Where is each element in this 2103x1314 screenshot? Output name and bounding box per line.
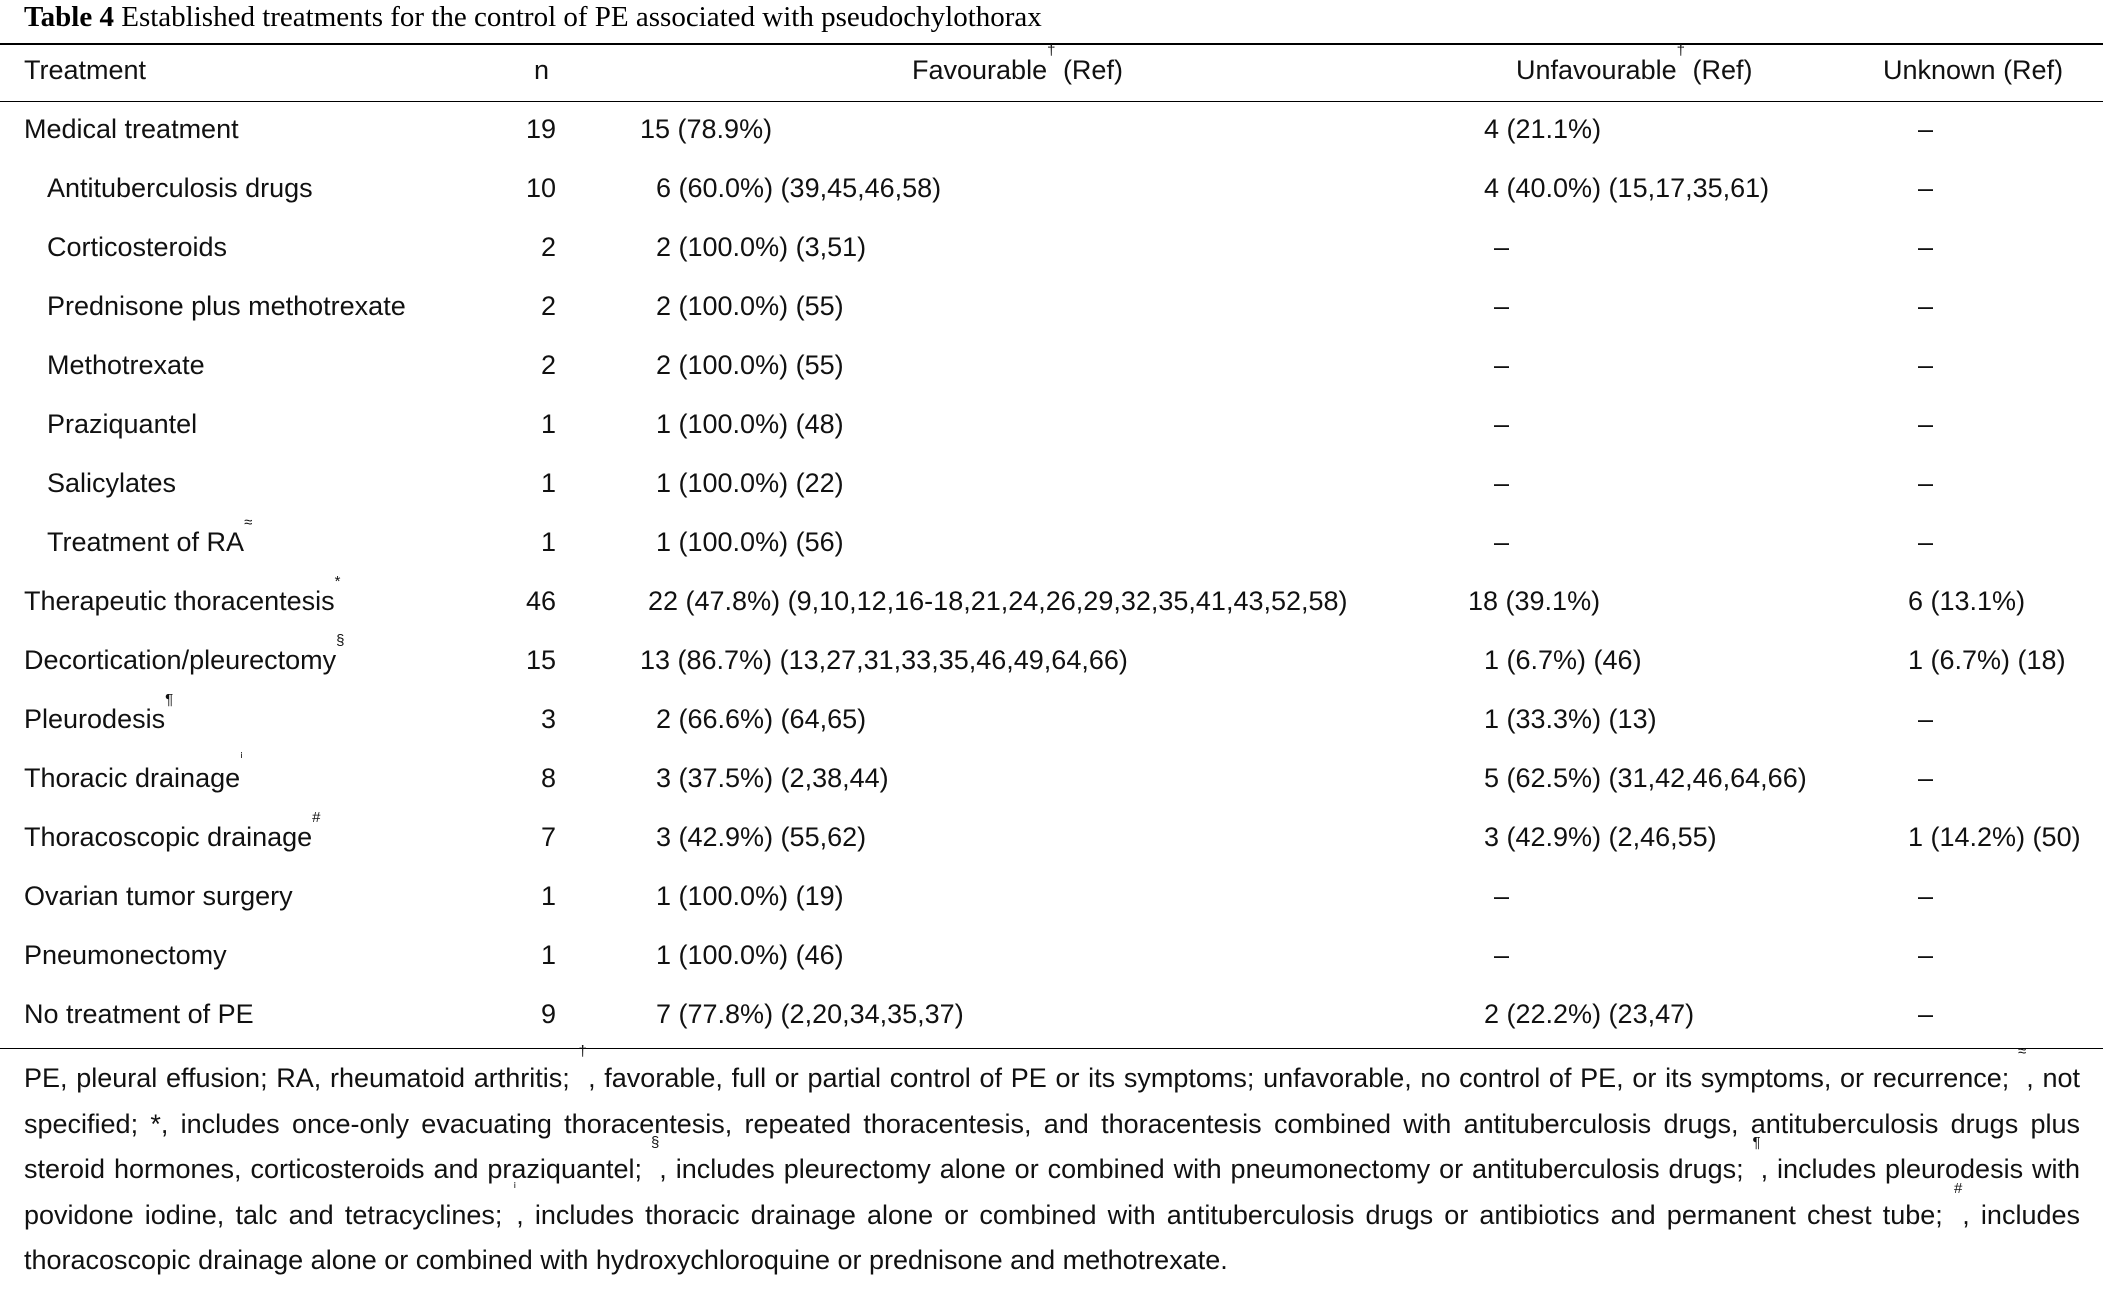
header-unfavourable-mark: † bbox=[1676, 42, 1685, 59]
cell-unfavourable: – bbox=[1494, 232, 1510, 262]
treatment-label: Pneumonectomy bbox=[24, 940, 227, 970]
cell-n: 9 bbox=[540, 999, 556, 1029]
cell-n: 10 bbox=[525, 173, 556, 203]
table-title: Established treatments for the control of PE associated with pseudochylothorax bbox=[121, 1, 1042, 33]
footnote-mark-hash: # bbox=[1953, 1179, 1963, 1197]
treatment-label: Corticosteroids bbox=[47, 232, 228, 262]
cell-treatment bbox=[47, 409, 197, 439]
cell-unfavourable: 3 (42.9%) (2,46,55) bbox=[1484, 822, 1717, 852]
cell-unfavourable: – bbox=[1494, 409, 1510, 439]
cell-treatment bbox=[47, 232, 227, 262]
cell-unfavourable: 1 (6.7%) (46) bbox=[1484, 645, 1642, 675]
cell-n: 1 bbox=[540, 527, 556, 557]
treatment-footnote-mark: * bbox=[334, 573, 341, 590]
treatment-label: Pleurodesis bbox=[24, 704, 166, 734]
cell-unknown: – bbox=[1918, 468, 1934, 498]
cell-favourable: 1 (100.0%) (48) bbox=[656, 409, 844, 439]
cell-treatment bbox=[24, 632, 345, 675]
cell-unknown: – bbox=[1918, 940, 1934, 970]
cell-unknown: 6 (13.1%) bbox=[1908, 586, 2026, 616]
cell-unknown: – bbox=[1918, 291, 1934, 321]
footnote-text-5: , includes pleurodesis with povidone iodine, talc and tetracyclines; bbox=[24, 1154, 2081, 1230]
cell-favourable: 1 (100.0%) (46) bbox=[656, 940, 844, 970]
treatment-label: Praziquantel bbox=[47, 409, 198, 439]
cell-n: 8 bbox=[540, 763, 556, 793]
header-favourable-ref: (Ref) bbox=[1055, 55, 1123, 85]
cell-treatment bbox=[24, 114, 239, 144]
cell-favourable: 1 (100.0%) (22) bbox=[656, 468, 844, 498]
cell-n: 19 bbox=[525, 114, 556, 144]
cell-n: 2 bbox=[540, 350, 556, 380]
header-unfavourable bbox=[1516, 42, 1753, 85]
cell-treatment bbox=[24, 999, 254, 1029]
footnote-text-1: PE, pleural effusion; RA, rheumatoid arthritis; bbox=[24, 1063, 579, 1093]
cell-favourable: 3 (37.5%) (2,38,44) bbox=[656, 763, 889, 793]
cell-favourable: 2 (100.0%) (3,51) bbox=[656, 232, 867, 262]
cell-unfavourable: – bbox=[1494, 527, 1510, 557]
table-caption bbox=[24, 0, 1042, 34]
cell-treatment bbox=[24, 750, 243, 793]
table-footnote bbox=[24, 1043, 2081, 1284]
treatment-label: Salicylates bbox=[47, 468, 177, 498]
cell-unknown: – bbox=[1918, 409, 1934, 439]
footnote-mark-i: ⁱ bbox=[513, 1179, 517, 1197]
cell-treatment bbox=[47, 514, 253, 557]
cell-unknown: – bbox=[1918, 173, 1934, 203]
cell-favourable: 2 (100.0%) (55) bbox=[656, 350, 844, 380]
cell-favourable: 6 (60.0%) (39,45,46,58) bbox=[656, 173, 942, 203]
footnote-mark-dagger: † bbox=[578, 1043, 589, 1060]
cell-unfavourable: – bbox=[1494, 350, 1510, 380]
treatment-label: Decortication/pleurectomy bbox=[24, 645, 337, 675]
cell-treatment bbox=[47, 468, 176, 498]
cell-unknown: 1 (14.2%) (50) bbox=[1908, 822, 2081, 852]
header-favourable bbox=[912, 42, 1123, 85]
header-unfavourable-label: Unfavourable bbox=[1516, 55, 1677, 85]
cell-treatment bbox=[24, 691, 174, 734]
cell-favourable: 3 (42.9%) (55,62) bbox=[656, 822, 867, 852]
treatment-footnote-mark: ¶ bbox=[165, 691, 174, 708]
table-label: Table 4 bbox=[24, 1, 114, 33]
cell-favourable: 7 (77.8%) (2,20,34,35,37) bbox=[656, 999, 964, 1029]
treatment-footnote-mark: ⁱ bbox=[240, 750, 243, 767]
cell-unfavourable: – bbox=[1494, 940, 1510, 970]
cell-unfavourable: 4 (40.0%) (15,17,35,61) bbox=[1484, 173, 1770, 203]
cell-unfavourable: – bbox=[1494, 468, 1510, 498]
treatment-label: Therapeutic thoracentesis bbox=[24, 586, 335, 616]
header-n: n bbox=[534, 55, 550, 85]
header-unknown: Unknown (Ref) bbox=[1883, 55, 2064, 85]
cell-unknown: – bbox=[1918, 350, 1934, 380]
cell-unfavourable: 1 (33.3%) (13) bbox=[1484, 704, 1657, 734]
cell-treatment bbox=[47, 291, 406, 321]
cell-unfavourable: 4 (21.1%) bbox=[1484, 114, 1602, 144]
cell-treatment bbox=[24, 573, 341, 616]
cell-n: 1 bbox=[540, 940, 556, 970]
treatment-label: Treatment of RA bbox=[47, 527, 245, 557]
treatment-footnote-mark: ≈ bbox=[244, 514, 253, 531]
cell-n: 15 bbox=[525, 645, 556, 675]
cell-n: 1 bbox=[540, 468, 556, 498]
cell-favourable: 22 (47.8%) (9,10,12,16-18,21,24,26,29,32,35,41,43,52,58) bbox=[648, 586, 1348, 616]
cell-favourable: 2 (66.6%) (64,65) bbox=[656, 704, 867, 734]
cell-treatment bbox=[47, 173, 313, 203]
treatment-label: Prednisone plus methotrexate bbox=[47, 291, 406, 321]
footnote-text-3: , not specified; *, includes once-only evacuating thoracentesis, repeated thoracentesis, and thoracentesis combined with antituberculosis drugs, antituberculosis drugs plus steroid hormones, corticosteroids and praziquantel; bbox=[24, 1063, 2080, 1184]
cell-treatment bbox=[24, 940, 227, 970]
cell-unknown: – bbox=[1918, 763, 1934, 793]
cell-treatment bbox=[24, 881, 293, 911]
treatment-label: Thoracic drainage bbox=[24, 763, 241, 793]
cell-treatment bbox=[47, 350, 205, 380]
cell-unfavourable: 18 (39.1%) bbox=[1468, 586, 1601, 616]
cell-unfavourable: – bbox=[1494, 291, 1510, 321]
footnote-mark-pilcrow: ¶ bbox=[1752, 1134, 1761, 1151]
cell-n: 1 bbox=[540, 881, 556, 911]
header-favourable-label: Favourable bbox=[912, 55, 1048, 85]
cell-favourable: 1 (100.0%) (56) bbox=[656, 527, 844, 557]
footnote-mark-section: § bbox=[650, 1134, 660, 1151]
cell-unfavourable: – bbox=[1494, 881, 1510, 911]
cell-n: 2 bbox=[540, 291, 556, 321]
cell-unknown: – bbox=[1918, 881, 1934, 911]
cell-favourable: 1 (100.0%) (19) bbox=[656, 881, 844, 911]
cell-unknown: – bbox=[1918, 232, 1934, 262]
cell-n: 1 bbox=[540, 409, 556, 439]
header-treatment: Treatment bbox=[24, 55, 147, 85]
cell-unknown: – bbox=[1918, 704, 1934, 734]
treatment-footnote-mark: § bbox=[336, 632, 345, 649]
cell-n: 3 bbox=[540, 704, 556, 734]
cell-n: 46 bbox=[525, 586, 556, 616]
cell-unknown: 1 (6.7%) (18) bbox=[1908, 645, 2066, 675]
header-favourable-mark: † bbox=[1047, 42, 1056, 59]
header-unfavourable-ref: (Ref) bbox=[1684, 55, 1753, 85]
footnote-mark-approx: ≈ bbox=[2018, 1043, 2027, 1060]
cell-favourable: 15 (78.9%) bbox=[640, 114, 773, 144]
cell-favourable: 2 (100.0%) (55) bbox=[656, 291, 844, 321]
cell-unfavourable: 2 (22.2%) (23,47) bbox=[1484, 999, 1695, 1029]
cell-favourable: 13 (86.7%) (13,27,31,33,35,46,49,64,66) bbox=[640, 645, 1128, 675]
treatment-label: Ovarian tumor surgery bbox=[24, 881, 293, 911]
treatment-label: Antituberculosis drugs bbox=[47, 173, 313, 203]
cell-unknown: – bbox=[1918, 114, 1934, 144]
cell-n: 7 bbox=[540, 822, 556, 852]
footnote-text-7: , includes thoracoscopic drainage alone or combined with hydroxychloroquine or prednisone and methotrexate. bbox=[24, 1199, 2080, 1275]
cell-treatment bbox=[24, 809, 321, 852]
footnote-text-6: , includes thoracic drainage alone or combined with antituberculosis drugs or antibiotics and permanent chest tube; bbox=[516, 1199, 1954, 1230]
bottom-rule bbox=[0, 1048, 2103, 1049]
cell-unknown: – bbox=[1918, 527, 1934, 557]
cell-n: 2 bbox=[540, 232, 556, 262]
footnote-text-4: , includes pleurectomy alone or combined with pneumonectomy or antituberculosis drugs; bbox=[659, 1154, 1753, 1184]
treatment-footnote-mark: # bbox=[312, 809, 321, 826]
header-rule bbox=[0, 101, 2103, 102]
cell-unfavourable: 5 (62.5%) (31,42,46,64,66) bbox=[1484, 763, 1807, 793]
cell-unknown: – bbox=[1918, 999, 1934, 1029]
treatment-label: Medical treatment bbox=[24, 114, 239, 144]
treatment-label: Methotrexate bbox=[47, 350, 205, 380]
treatment-label: No treatment of PE bbox=[24, 999, 254, 1029]
footnote-text-2: , favorable, full or partial control of PE or its symptoms; unfavorable, no control of PE, or its symptoms, or recurrence; bbox=[588, 1063, 2019, 1093]
treatment-label: Thoracoscopic drainage bbox=[24, 822, 313, 852]
